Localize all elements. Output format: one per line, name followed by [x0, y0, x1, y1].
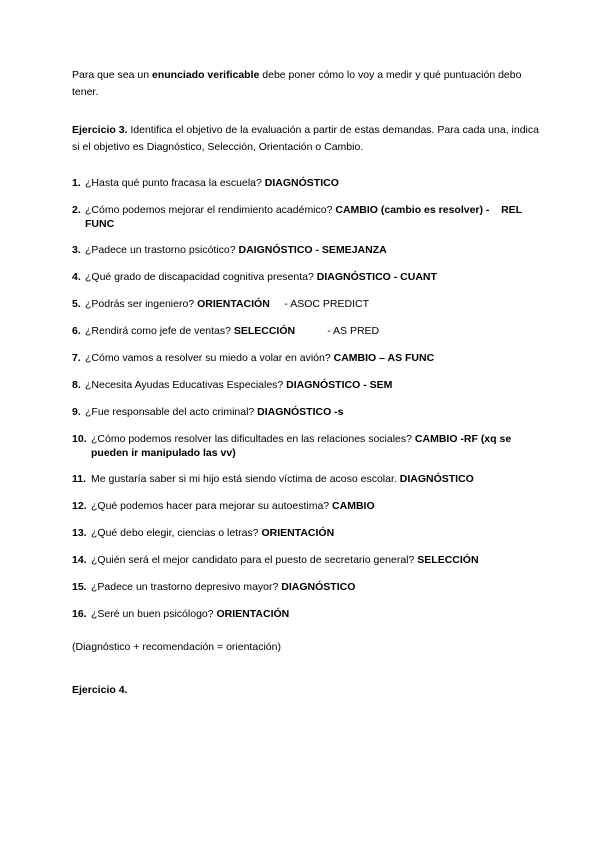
item-question: ¿Padece un trastorno depresivo mayor?: [91, 581, 282, 593]
item-number: 14.: [72, 554, 87, 566]
item-answer: CAMBIO – AS FUNC: [333, 352, 435, 364]
intro-text-2: debe poner cómo lo voy a medir y qué puntuación debo tener.: [72, 69, 522, 98]
list-item: [72, 243, 542, 257]
item-number: 7.: [72, 352, 81, 364]
list-item: [72, 378, 542, 392]
item-answer: DAIGNÓSTICO - SEMEJANZA: [238, 244, 387, 256]
item-question: ¿Hasta qué punto fracasa la escuela?: [85, 177, 265, 189]
item-question: ¿Qué debo elegir, ciencias o letras?: [91, 527, 262, 539]
item-answer: DIAGNÓSTICO - CUANT: [316, 271, 437, 283]
item-number: 5.: [72, 298, 81, 310]
item-answer: CAMBIO -RF (xq se pueden ir manipulado las vv): [91, 433, 512, 459]
item-number: 2.: [72, 204, 81, 216]
item-answer: SELECCIÓN: [417, 554, 479, 566]
intro-text-1: Para que sea un: [72, 69, 152, 81]
item-answer: ORIENTACIÓN: [197, 298, 270, 310]
intro-paragraph: [72, 67, 542, 101]
item-question: ¿Quién será el mejor candidato para el puesto de secretario general?: [91, 554, 418, 566]
item-number: 6.: [72, 325, 81, 337]
list-item: [72, 405, 542, 419]
list-item: [72, 351, 542, 365]
exercise-3-label: Ejercicio 3.: [72, 124, 128, 136]
list-item: [72, 432, 542, 460]
item-question: ¿Seré un buen psicólogo?: [91, 608, 217, 620]
question-list: [72, 176, 542, 621]
item-number: 8.: [72, 379, 81, 391]
list-item: [72, 526, 542, 540]
item-extra: - AS PRED: [295, 325, 380, 337]
exercise-3-paragraph: [72, 122, 542, 156]
item-answer: SELECCIÓN: [233, 325, 296, 337]
item-number: 10.: [72, 433, 87, 445]
list-item: [72, 472, 542, 486]
item-question: ¿Cómo podemos mejorar el rendimiento académico?: [85, 204, 336, 216]
item-question: ¿Padece un trastorno psicótico?: [85, 244, 239, 256]
item-answer: DIAGNÓSTICO: [264, 177, 339, 189]
note-text: (Diagnóstico + recomendación = orientación): [72, 641, 281, 653]
item-question: ¿Cómo vamos a resolver su miedo a volar en avión?: [85, 352, 334, 364]
item-number: 1.: [72, 177, 81, 189]
item-answer: CAMBIO: [332, 500, 375, 512]
item-question: ¿Necesita Ayudas Educativas Especiales?: [85, 379, 287, 391]
item-number: 12.: [72, 500, 87, 512]
item-answer: DIAGNÓSTICO: [399, 473, 474, 485]
list-item: [72, 297, 542, 311]
item-number: 9.: [72, 406, 81, 418]
exercise-3-text: Identifica el objetivo de la evaluación a partir de estas demandas. Para cada una, indica si el objetivo es Diagnóstico, Selección, Orientación o Cambio.: [72, 124, 539, 153]
item-number: 16.: [72, 608, 87, 620]
item-number: 11.: [72, 473, 87, 485]
item-question: ¿Cómo podemos resolver las dificultades en las relaciones sociales?: [91, 433, 415, 445]
item-question: ¿Qué grado de discapacidad cognitiva presenta?: [85, 271, 317, 283]
item-answer: ORIENTACIÓN: [261, 527, 335, 539]
list-item: [72, 499, 542, 513]
item-answer: DIAGNÓSTICO - SEM: [286, 379, 393, 391]
item-number: 4.: [72, 271, 81, 283]
item-answer: DIAGNÓSTICO: [281, 581, 356, 593]
item-question: Me gustaría saber si mi hijo está siendo víctima de acoso escolar.: [91, 473, 400, 485]
item-question: ¿Fue responsable del acto criminal?: [85, 406, 258, 418]
list-item: [72, 270, 542, 284]
item-question: ¿Rendirá como jefe de ventas?: [85, 325, 234, 337]
item-question: ¿Qué podemos hacer para mejorar su autoestima?: [91, 500, 333, 512]
list-item: [72, 553, 542, 567]
item-number: 15.: [72, 581, 87, 593]
list-item: [72, 203, 542, 231]
list-item: [72, 580, 542, 594]
item-answer: ORIENTACIÓN: [216, 608, 290, 620]
list-item: [72, 176, 542, 190]
exercise-4-heading: Ejercicio 4.: [72, 684, 128, 696]
item-extra: - ASOC PREDICT: [269, 298, 369, 310]
item-answer: DIAGNÓSTICO -s: [257, 406, 344, 418]
item-number: 13.: [72, 527, 87, 539]
intro-bold: enunciado verificable: [151, 69, 260, 81]
item-number: 3.: [72, 244, 81, 256]
item-question: ¿Podrás ser ingeniero?: [85, 298, 198, 310]
list-item: [72, 324, 542, 338]
list-item: [72, 607, 542, 621]
item-answer: CAMBIO (cambio es resolver) - REL FUNC: [85, 204, 525, 230]
